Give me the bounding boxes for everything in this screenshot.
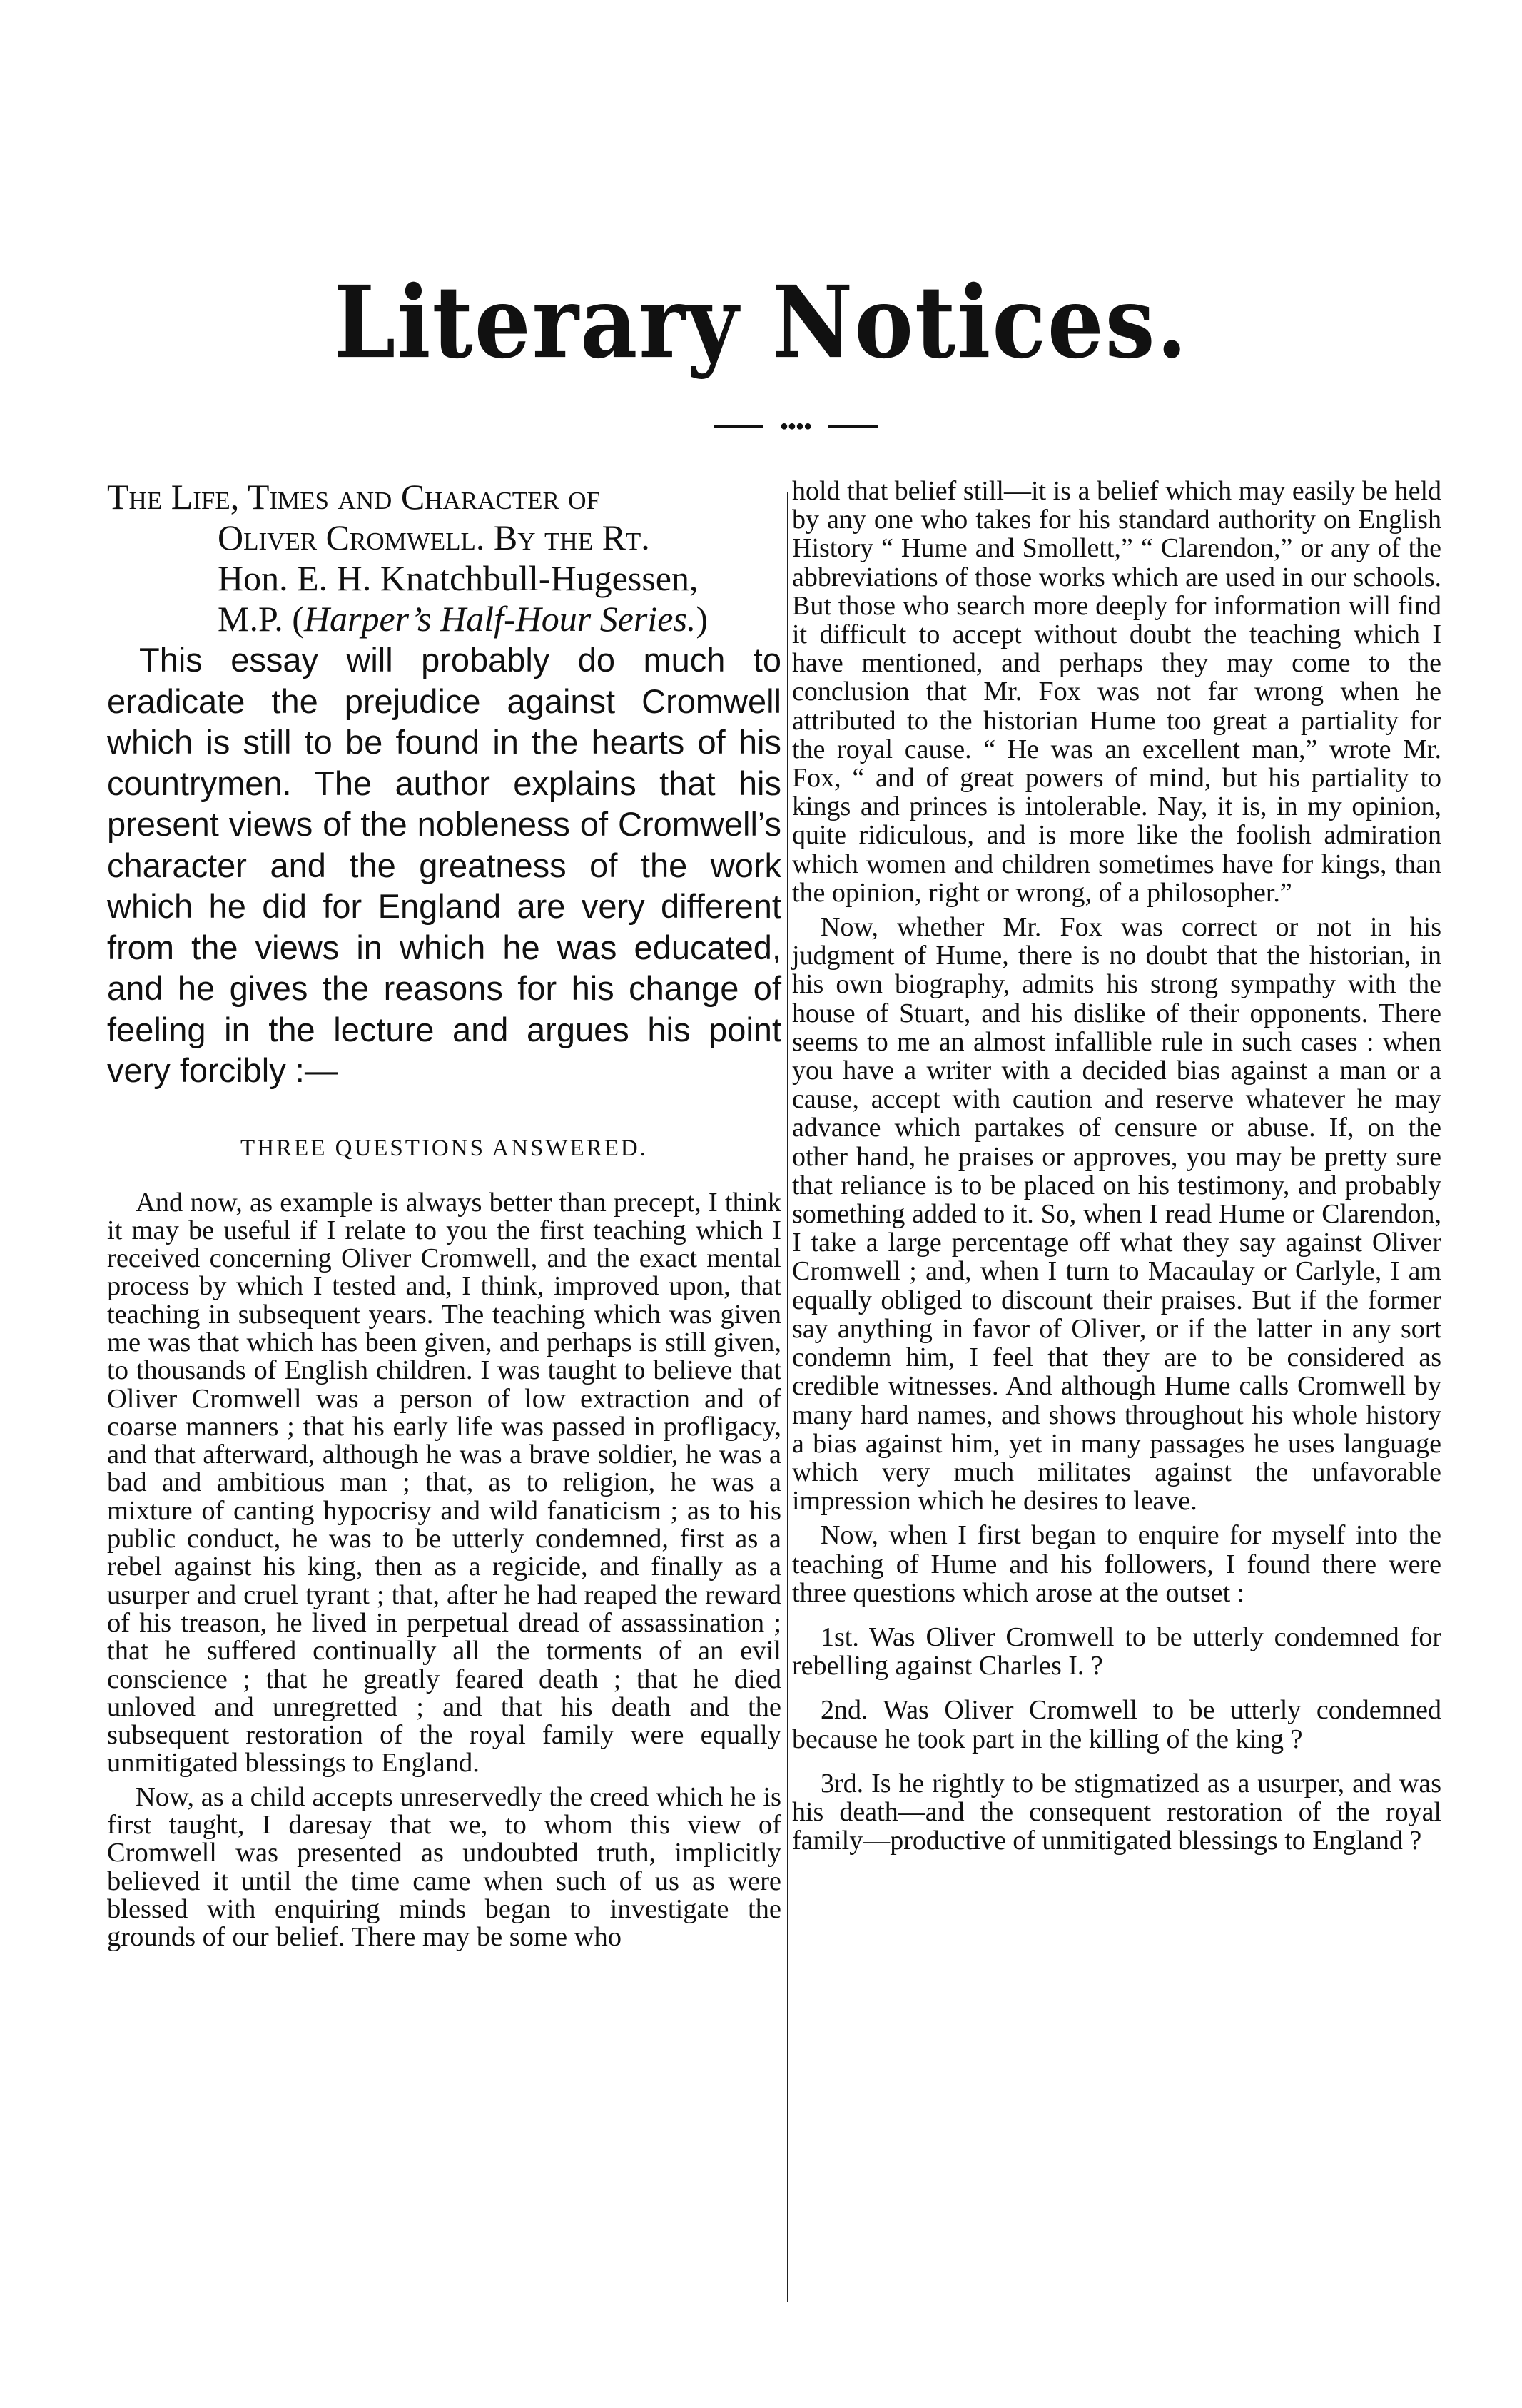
question-3: 3rd. Is he rightly to be stigmatized as a usurper, and was his death—and the consequent restoration of the royal family—productive of unmitigated blessings to England ? [792, 1768, 1441, 1856]
right-paragraph-2: Now, whether Mr. Fox was correct or not in his judgment of Hume, there is no doubt that the historian, in his own biography, admits his strong sympathy with the house of Stuart, and his dislike of their opponents. There seems to me an almost infallible rule in such cases : when you have a writer with a decided bias against a man or a cause, accept with caution and reserve whatever he may advance which partakes of censure or abuse. If, on the other hand, he praises or approves, you may be pretty sure that reliance is to be placed on his testimony, and probably something added to it. So, when I read Hume or Clarendon, I take a large percentage off what they say against Oliver Cromwell ; and, when I turn to Macaulay or Carlyle, I am equally obliged to discount their praises. But if the former say anything in favor of Oliver, or if the latter in any sort condemn him, I feel that they are to be considered as credible witnesses. And although Hume calls Cromwell by many hard names, and shows throughout his whole history a bias against him, yet in many passages he uses language which very much militates against the unfavorable impression which he desires to leave. [792, 912, 1441, 1517]
section-subhead: THREE QUESTIONS ANSWERED. [240, 1135, 648, 1161]
rule-right [828, 425, 878, 428]
review-title-block [107, 517, 781, 639]
column-divider [787, 492, 788, 2302]
review-title-line-3: Hon. E. H. Knatchbull-Hugessen, [218, 558, 699, 598]
question-2: 2nd. Was Oliver Cromwell to be utterly condemned because he took part in the killing of the king ? [792, 1695, 1441, 1754]
left-column [107, 477, 781, 1958]
masthead-title: Literary Notices. [333, 265, 1189, 381]
rule-dots-icon: ●●●● [779, 418, 812, 434]
masthead [0, 265, 1522, 381]
ornamental-rule [714, 418, 878, 434]
review-heading [107, 477, 781, 639]
right-paragraph-3: Now, when I first began to enquire for myself into the teaching of Hume and his followers, I found there were three questions which arose at the outset : [792, 1520, 1441, 1608]
review-title-line-2: Oliver Cromwell. By the Rt. [218, 517, 650, 557]
right-column [792, 477, 1441, 1861]
left-paragraph-2: Now, as a child accepts unreservedly the creed which he is first taught, I daresay that we, to whom this view of Cromwell was presented as undoubted truth, implicitly believed it until the time came when such of us as were blessed with enquiring minds began to investigate the grounds of our belief. There may be some who [107, 1781, 781, 1953]
review-series-name: Harper’s Half-Hour Series. [303, 599, 696, 639]
left-paragraph-1: And now, as example is always better than precept, I think it may be useful if I relate to you the first teaching which I received concerning Oliver Cromwell, and the exact mental process by which I tested and, I think, improved upon, that teaching in subsequent years. The teaching which was given me was that which has been given, and perhaps is still given, to thousands of English children. I was taught to believe that Oliver Cromwell was a person of low extraction and of coarse manners ; that his early life was passed in profligacy, and that afterward, although he was a brave soldier, he was a bad and ambitious man ; that, as to religion, he was a mixture of canting hypocrisy and wild fanaticism ; as to his public conduct, he was to be utterly condemned, first as a rebel against his king, then as a regicide, and finally as a usurper and cruel tyrant ; that, after he had reaped the reward of his treason, he lived in perpetual dread of assassination ; that he suffered continually all the torments of an evil conscience ; that he greatly feared death ; that he died unloved and unregretted ; and that his death and the subsequent restoration of the royal family were equally unmitigated blessings to England. [107, 1187, 781, 1779]
review-title-line-1: The Life, Times and Character of [107, 477, 601, 517]
rule-left [714, 425, 763, 428]
review-lede: This essay will probably do much to eradicate the prejudice against Cromwell which is still to be found in the hearts of his countrymen. The author explains that his present views of the nobleness of Cromwell’s character and the greatness of the work which he did for England are very different from the views in which he was educated, and he gives the reasons for his change of feeling in the lecture and argues his point very forcibly :— [107, 641, 781, 1089]
review-title-line-4-pre: M.P. ( [218, 599, 304, 639]
right-paragraph-1: hold that belief still—it is a belief which may easily be held by any one who takes for his standard authority on English History “ Hume and Smollett,” “ Clarendon,” or any of the abbreviations of those works which are used in our schools. But those who search more deeply for information will find it difficult to accept without doubt the teaching which I have mentioned, and perhaps they may come to the conclusion that Mr. Fox was not far wrong when he attributed to the historian Hume too great a partiality for the royal cause. “ He was an excellent man,” wrote Mr. Fox, “ and of great powers of mind, but his partiality to kings and princes is intolerable. Nay, it is, in my opinion, quite ridiculous, and is more like the foolish admiration which women and children sometimes have for kings, than the opinion, right or wrong, of a philosopher.” [792, 476, 1441, 908]
review-title-line-4-post: ) [696, 599, 709, 639]
question-1: 1st. Was Oliver Cromwell to be utterly condemned for rebelling against Charles I. ? [792, 1622, 1441, 1681]
